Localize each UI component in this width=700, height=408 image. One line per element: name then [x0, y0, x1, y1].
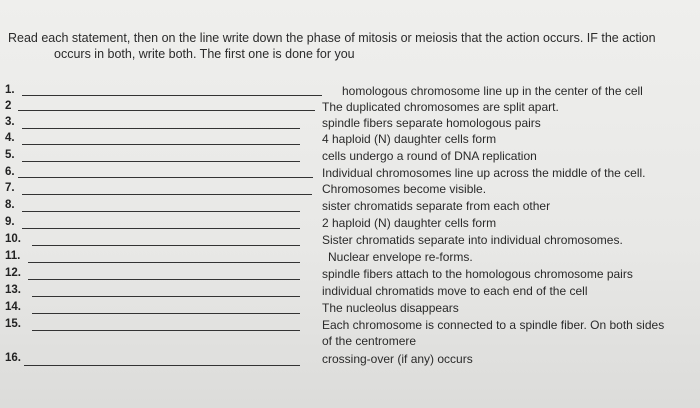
list-item: [0, 84, 700, 100]
item-number: 12.: [5, 267, 21, 279]
item-statement: individual chromatids move to each end of the cell: [322, 284, 588, 298]
answer-line[interactable]: [32, 245, 300, 246]
item-number: 14.: [5, 301, 21, 313]
item-number: 16.: [5, 352, 21, 364]
item-statement: crossing-over (if any) occurs: [322, 352, 473, 366]
answer-line[interactable]: [32, 296, 300, 297]
list-item: [0, 284, 700, 300]
item-statement: sister chromatids separate from each other: [322, 199, 551, 213]
item-statement: Chromosomes become visible.: [322, 182, 487, 196]
answer-line[interactable]: [22, 194, 312, 195]
item-number: 11.: [5, 250, 21, 262]
list-item: [0, 318, 700, 334]
answer-line[interactable]: [22, 128, 300, 129]
list-item: [0, 233, 700, 249]
instructions-line-1: Read each statement, then on the line write down the phase of mitosis or meiosis that the action occurs. IF the action: [8, 31, 656, 45]
answer-line[interactable]: [32, 313, 300, 314]
list-item: [0, 216, 700, 232]
answer-line[interactable]: [18, 177, 313, 178]
item-statement: The duplicated chromosomes are split apart.: [322, 100, 559, 114]
item-statement: Each chromosome is connected to a spindle fiber. On both sides: [322, 318, 665, 332]
item-statement: homologous chromosome line up in the center of the cell: [342, 84, 643, 98]
item-statement: The nucleolus disappears: [322, 301, 459, 315]
answer-line[interactable]: [22, 95, 322, 96]
item-statement: spindle fibers separate homologous pairs: [322, 116, 541, 130]
list-item: [0, 250, 700, 266]
item-number: 2: [5, 100, 12, 112]
item-number: 6.: [5, 166, 15, 178]
item-number: 15.: [5, 318, 21, 330]
item-number: 10.: [5, 233, 21, 245]
item-number: 13.: [5, 284, 21, 296]
item-statement: cells undergo a round of DNA replication: [322, 149, 537, 163]
answer-line[interactable]: [32, 330, 300, 331]
item-statement: Individual chromosomes line up across the middle of the cell.: [322, 166, 646, 180]
item-statement: Nuclear envelope re-forms.: [328, 250, 473, 264]
list-item: [0, 334, 700, 350]
instructions: [8, 30, 693, 62]
answer-line[interactable]: [24, 365, 300, 366]
item-statement: Sister chromatids separate into individual chromosomes.: [322, 233, 623, 247]
list-item: [0, 301, 700, 317]
item-number: 4.: [5, 132, 15, 144]
list-item: [0, 166, 700, 182]
answer-line[interactable]: [22, 211, 300, 212]
list-item: [0, 199, 700, 215]
answer-line[interactable]: [18, 110, 315, 111]
list-item: [0, 352, 700, 368]
item-number: 8.: [5, 199, 15, 211]
list-item: [0, 132, 700, 148]
item-number: 7.: [5, 182, 15, 194]
item-statement: of the centromere: [322, 334, 417, 348]
instructions-line-2: occurs in both, write both. The first one is done for you: [54, 47, 355, 61]
item-number: 3.: [5, 116, 15, 128]
answer-line[interactable]: [22, 161, 300, 162]
list-item: [0, 116, 700, 132]
list-item: [0, 149, 700, 165]
answer-line[interactable]: [28, 262, 300, 263]
item-number: 1.: [5, 84, 15, 96]
item-number: 5.: [5, 149, 15, 161]
list-item: [0, 182, 700, 198]
list-item: [0, 100, 700, 116]
answer-line[interactable]: [28, 279, 300, 280]
item-number: 9.: [5, 216, 15, 228]
item-statement: 2 haploid (N) daughter cells form: [322, 216, 497, 230]
item-statement: 4 haploid (N) daughter cells form: [322, 132, 497, 146]
answer-line[interactable]: [22, 144, 300, 145]
item-statement: spindle fibers attach to the homologous chromosome pairs: [322, 267, 633, 281]
list-item: [0, 267, 700, 283]
answer-line[interactable]: [22, 228, 300, 229]
